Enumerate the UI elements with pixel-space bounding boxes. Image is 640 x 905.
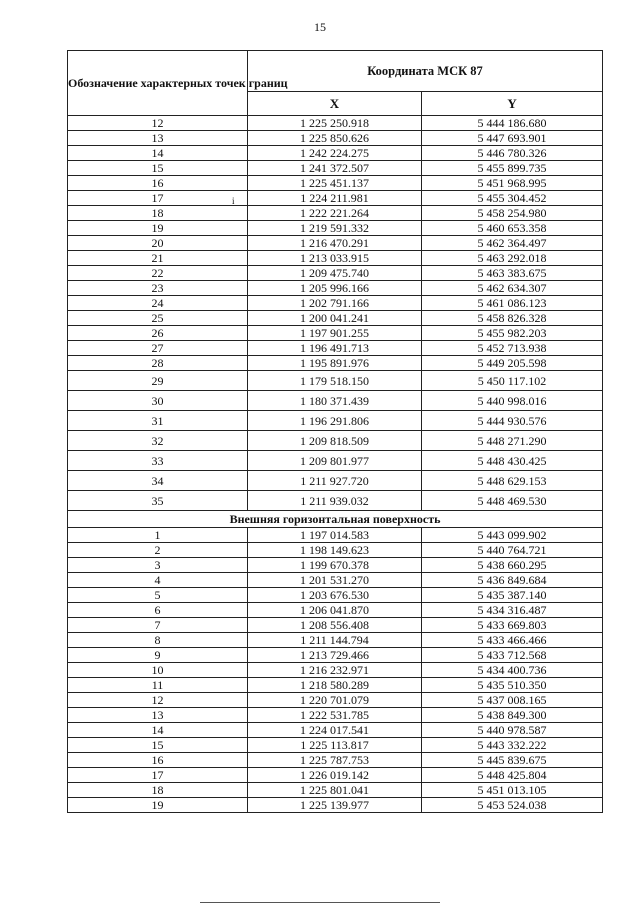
point-number: 35 [68,491,248,511]
x-value: 1 225 801.041 [248,783,422,798]
table-row [68,451,603,471]
y-value: 5 440 978.587 [422,723,603,738]
y-value: 5 434 316.487 [422,603,603,618]
table-row [68,221,603,236]
x-value: 1 200 041.241 [248,311,422,326]
x-value: 1 226 019.142 [248,768,422,783]
y-value: 5 458 254.980 [422,206,603,221]
table-row [68,708,603,723]
y-value: 5 443 332.222 [422,738,603,753]
y-value: 5 458 826.328 [422,311,603,326]
table-row [68,236,603,251]
coordinates-table [67,50,603,813]
table-row [68,296,603,311]
header-coordinate-system: Координата МСК 87 [248,51,603,92]
y-value: 5 445 839.675 [422,753,603,768]
point-number: 15 [68,738,248,753]
x-value: 1 197 014.583 [248,528,422,543]
table-row [68,633,603,648]
point-number: 18 [68,783,248,798]
table-body [68,116,603,813]
section-title: Внешняя горизонтальная поверхность [68,511,603,528]
point-number: 3 [68,558,248,573]
table-row [68,161,603,176]
x-value: 1 196 491.713 [248,341,422,356]
table-row [68,391,603,411]
x-value: 1 205 996.166 [248,281,422,296]
header-point-label: Обозначение характерных точек границ [68,51,248,116]
y-value: 5 463 292.018 [422,251,603,266]
point-number: 16 [68,753,248,768]
y-value: 5 455 899.735 [422,161,603,176]
x-value: 1 225 451.137 [248,176,422,191]
point-number: 6 [68,603,248,618]
y-value: 5 438 660.295 [422,558,603,573]
table-row [68,678,603,693]
x-value: 1 213 729.466 [248,648,422,663]
x-value: 1 216 470.291 [248,236,422,251]
x-value: 1 206 041.870 [248,603,422,618]
point-number: 26 [68,326,248,341]
y-value: 5 450 117.102 [422,371,603,391]
page-number: 15 [314,20,326,34]
x-value: 1 242 224.275 [248,146,422,161]
x-value: 1 195 891.976 [248,356,422,371]
table-row [68,783,603,798]
y-value: 5 433 466.466 [422,633,603,648]
point-number: 9 [68,648,248,663]
table-row [68,798,603,813]
x-value: 1 201 531.270 [248,573,422,588]
table-row [68,251,603,266]
table-row [68,603,603,618]
y-value: 5 433 669.803 [422,618,603,633]
point-number: 12 [68,116,248,131]
point-number: 30 [68,391,248,411]
table-header [68,51,603,116]
y-value: 5 447 693.901 [422,131,603,146]
point-number: 27 [68,341,248,356]
x-value: 1 211 927.720 [248,471,422,491]
x-value: 1 213 033.915 [248,251,422,266]
x-value: 1 219 591.332 [248,221,422,236]
table-row [68,146,603,161]
point-number: 31 [68,411,248,431]
table-row [68,266,603,281]
x-value: 1 196 291.806 [248,411,422,431]
table-row [68,768,603,783]
header-x: X [248,92,422,116]
y-value: 5 451 968.995 [422,176,603,191]
table-row [68,491,603,511]
y-value: 5 433 712.568 [422,648,603,663]
table-row [68,431,603,451]
x-value: 1 218 580.289 [248,678,422,693]
section-row [68,511,603,528]
x-value: 1 180 371.439 [248,391,422,411]
y-value: 5 443 099.902 [422,528,603,543]
point-number: 1 [68,528,248,543]
y-value: 5 446 780.326 [422,146,603,161]
y-value: 5 448 629.153 [422,471,603,491]
point-number: 15 [68,161,248,176]
table-row [68,191,603,206]
y-value: 5 453 524.038 [422,798,603,813]
y-value: 5 444 186.680 [422,116,603,131]
point-number: 14 [68,146,248,161]
x-value: 1 203 676.530 [248,588,422,603]
x-value: 1 199 670.378 [248,558,422,573]
x-value: 1 224 211.981 [248,191,422,206]
y-value: 5 451 013.105 [422,783,603,798]
point-number: 20 [68,236,248,251]
y-value: 5 444 930.576 [422,411,603,431]
header-y: Y [422,92,603,116]
y-value: 5 455 982.203 [422,326,603,341]
table-row [68,341,603,356]
y-value: 5 438 849.300 [422,708,603,723]
point-number: 13 [68,131,248,146]
point-number: 2 [68,543,248,558]
y-value: 5 435 510.350 [422,678,603,693]
y-value: 5 448 271.290 [422,431,603,451]
y-value: 5 461 086.123 [422,296,603,311]
table-row [68,588,603,603]
table-row [68,543,603,558]
point-number: 28 [68,356,248,371]
y-value: 5 460 653.358 [422,221,603,236]
x-value: 1 220 701.079 [248,693,422,708]
point-number: 7 [68,618,248,633]
table-row [68,618,603,633]
point-number: 17 [68,191,248,206]
point-number: 32 [68,431,248,451]
table-row [68,528,603,543]
table-row [68,311,603,326]
x-value: 1 211 144.794 [248,633,422,648]
table-row [68,116,603,131]
stray-mark: i [232,196,235,206]
table-row [68,411,603,431]
table-row [68,648,603,663]
y-value: 5 440 998.016 [422,391,603,411]
y-value: 5 462 634.307 [422,281,603,296]
x-value: 1 222 221.264 [248,206,422,221]
x-value: 1 225 250.918 [248,116,422,131]
table-row [68,206,603,221]
point-number: 4 [68,573,248,588]
x-value: 1 211 939.032 [248,491,422,511]
point-number: 33 [68,451,248,471]
y-value: 5 449 205.598 [422,356,603,371]
y-value: 5 436 849.684 [422,573,603,588]
y-value: 5 448 430.425 [422,451,603,471]
x-value: 1 208 556.408 [248,618,422,633]
table-row [68,281,603,296]
table-row [68,471,603,491]
x-value: 1 209 801.977 [248,451,422,471]
table-row [68,356,603,371]
x-value: 1 224 017.541 [248,723,422,738]
point-number: 19 [68,221,248,236]
x-value: 1 225 139.977 [248,798,422,813]
table-row [68,738,603,753]
y-value: 5 440 764.721 [422,543,603,558]
x-value: 1 225 850.626 [248,131,422,146]
table-row [68,131,603,146]
point-number: 8 [68,633,248,648]
table-row [68,753,603,768]
point-number: 34 [68,471,248,491]
x-value: 1 225 113.817 [248,738,422,753]
x-value: 1 198 149.623 [248,543,422,558]
point-number: 22 [68,266,248,281]
point-number: 13 [68,708,248,723]
point-number: 5 [68,588,248,603]
point-number: 11 [68,678,248,693]
x-value: 1 222 531.785 [248,708,422,723]
point-number: 16 [68,176,248,191]
x-value: 1 197 901.255 [248,326,422,341]
table-row [68,558,603,573]
point-number: 25 [68,311,248,326]
point-number: 29 [68,371,248,391]
point-number: 14 [68,723,248,738]
y-value: 5 448 425.804 [422,768,603,783]
point-number: 24 [68,296,248,311]
y-value: 5 448 469.530 [422,491,603,511]
bottom-rule [200,902,440,903]
point-number: 19 [68,798,248,813]
point-number: 12 [68,693,248,708]
y-value: 5 437 008.165 [422,693,603,708]
point-number: 17 [68,768,248,783]
point-number: 23 [68,281,248,296]
y-value: 5 435 387.140 [422,588,603,603]
y-value: 5 463 383.675 [422,266,603,281]
point-number: 10 [68,663,248,678]
x-value: 1 209 475.740 [248,266,422,281]
table-row [68,723,603,738]
table-row [68,326,603,341]
table-row [68,663,603,678]
table-row [68,693,603,708]
x-value: 1 225 787.753 [248,753,422,768]
x-value: 1 241 372.507 [248,161,422,176]
y-value: 5 434 400.736 [422,663,603,678]
x-value: 1 202 791.166 [248,296,422,311]
x-value: 1 209 818.509 [248,431,422,451]
point-number: 21 [68,251,248,266]
x-value: 1 216 232.971 [248,663,422,678]
x-value: 1 179 518.150 [248,371,422,391]
table-row [68,176,603,191]
y-value: 5 455 304.452 [422,191,603,206]
y-value: 5 462 364.497 [422,236,603,251]
y-value: 5 452 713.938 [422,341,603,356]
point-number: 18 [68,206,248,221]
table-row [68,371,603,391]
table-row [68,573,603,588]
